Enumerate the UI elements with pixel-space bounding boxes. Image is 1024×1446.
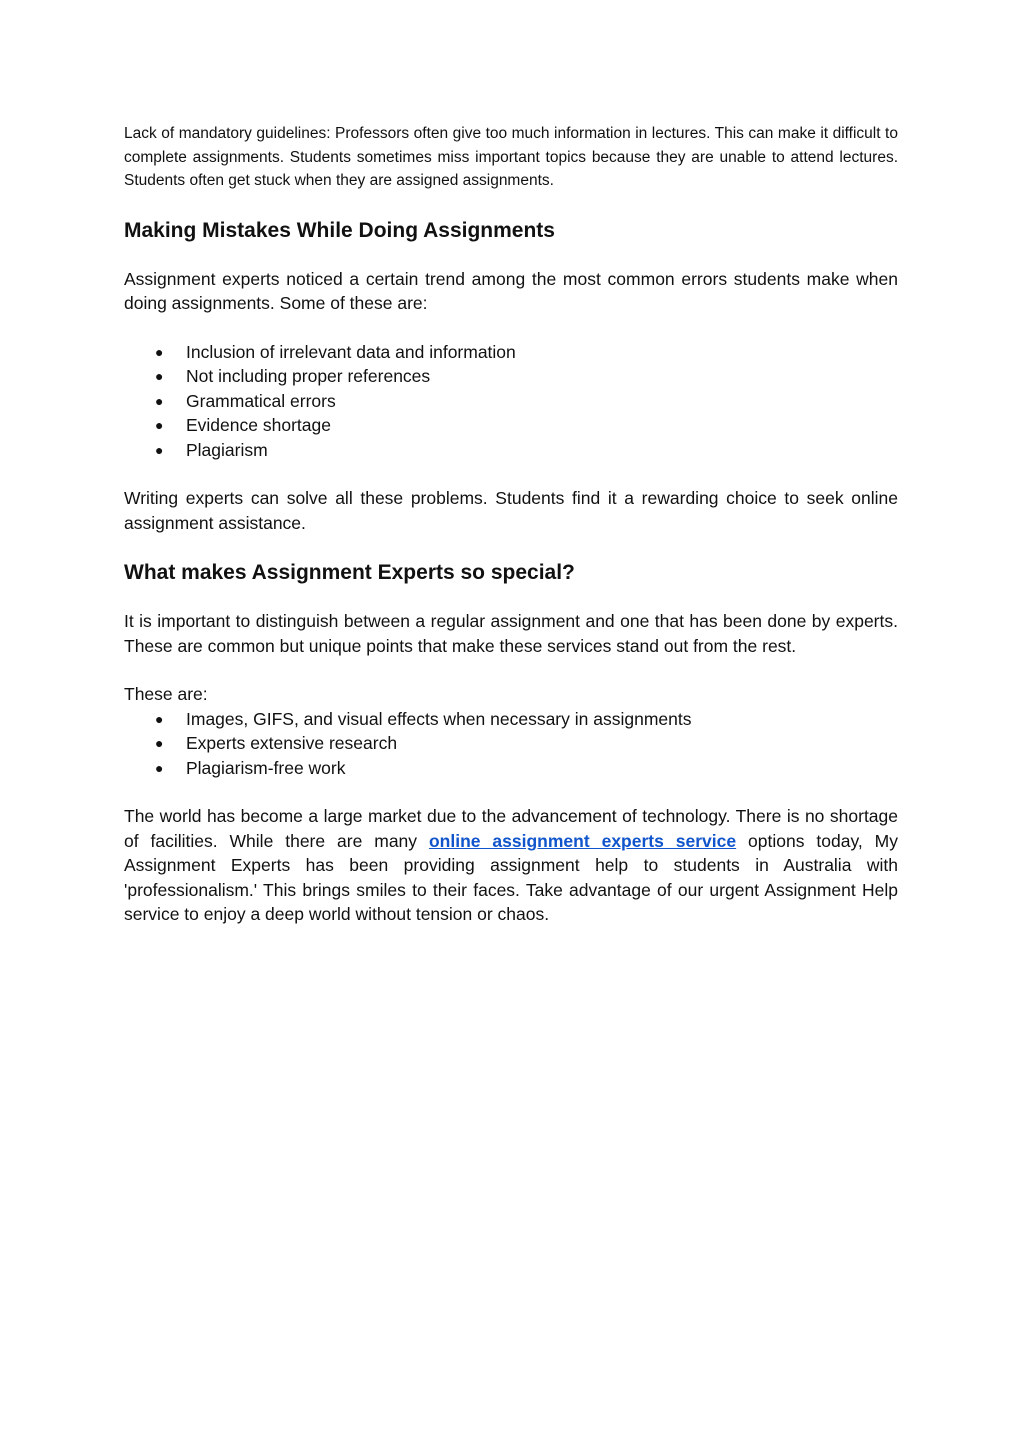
section-heading-special: What makes Assignment Experts so special? bbox=[124, 561, 575, 584]
list-item: ● Experts extensive research bbox=[124, 731, 898, 756]
bullet-icon: ● bbox=[155, 441, 164, 458]
special-list bbox=[124, 707, 898, 781]
list-item: ● Inclusion of irrelevant data and information bbox=[124, 340, 898, 365]
list-item: ● Evidence shortage bbox=[124, 413, 898, 438]
mistakes-paragraph: Assignment experts noticed a certain trend among the most common errors students make when doing assignments. Some of these are: bbox=[124, 268, 898, 313]
bullet-icon: ● bbox=[155, 417, 164, 433]
these-are-label: These are: bbox=[124, 684, 208, 704]
intro-paragraph: Lack of mandatory guidelines: Professors often give too much information in lectures. This can make it difficult to complete assignments. Students sometimes miss important topics because they are unable to attend lectures. Students often get stuck when they are assigned assignments. bbox=[124, 125, 898, 189]
list-item: ● Plagiarism-free work bbox=[124, 756, 898, 781]
list-item: ● Grammatical errors bbox=[124, 389, 898, 414]
section-heading-mistakes: Making Mistakes While Doing Assignments bbox=[124, 218, 555, 242]
list-item: ● Not including proper references bbox=[124, 364, 898, 389]
list-item: ● Plagiarism bbox=[124, 438, 898, 463]
document-page bbox=[124, 122, 898, 927]
bullet-icon: ● bbox=[155, 368, 164, 384]
list-item: ● Images, GIFS, and visual effects when necessary in assignments bbox=[124, 707, 898, 732]
special-paragraph: It is important to distinguish between a regular assignment and one that has been done by experts. These are common but unique points that make these services stand out from the rest. bbox=[124, 611, 898, 656]
online-assignment-experts-link[interactable]: online assignment experts service bbox=[428, 830, 737, 851]
bullet-icon: ● bbox=[155, 759, 164, 776]
bullet-icon: ● bbox=[155, 343, 164, 360]
bullet-icon: ● bbox=[155, 735, 164, 751]
mistakes-list bbox=[124, 340, 898, 463]
bullet-icon: ● bbox=[155, 392, 164, 409]
bullet-icon: ● bbox=[155, 710, 164, 727]
final-paragraph: The world has become a large market due to the advancement of technology. There is no shortage of facilities. While there are many online assignment experts service options today, My Assignment Experts has been providing assignment help to students in Australia with 'professionalism.' This brings smiles to their faces. Take advantage of our urgent Assignment Help service to enjoy a deep world without tension or chaos. bbox=[124, 806, 899, 924]
mistakes-closing-paragraph: Writing experts can solve all these problems. Students find it a rewarding choice to seek online assignment assistance. bbox=[124, 488, 898, 533]
